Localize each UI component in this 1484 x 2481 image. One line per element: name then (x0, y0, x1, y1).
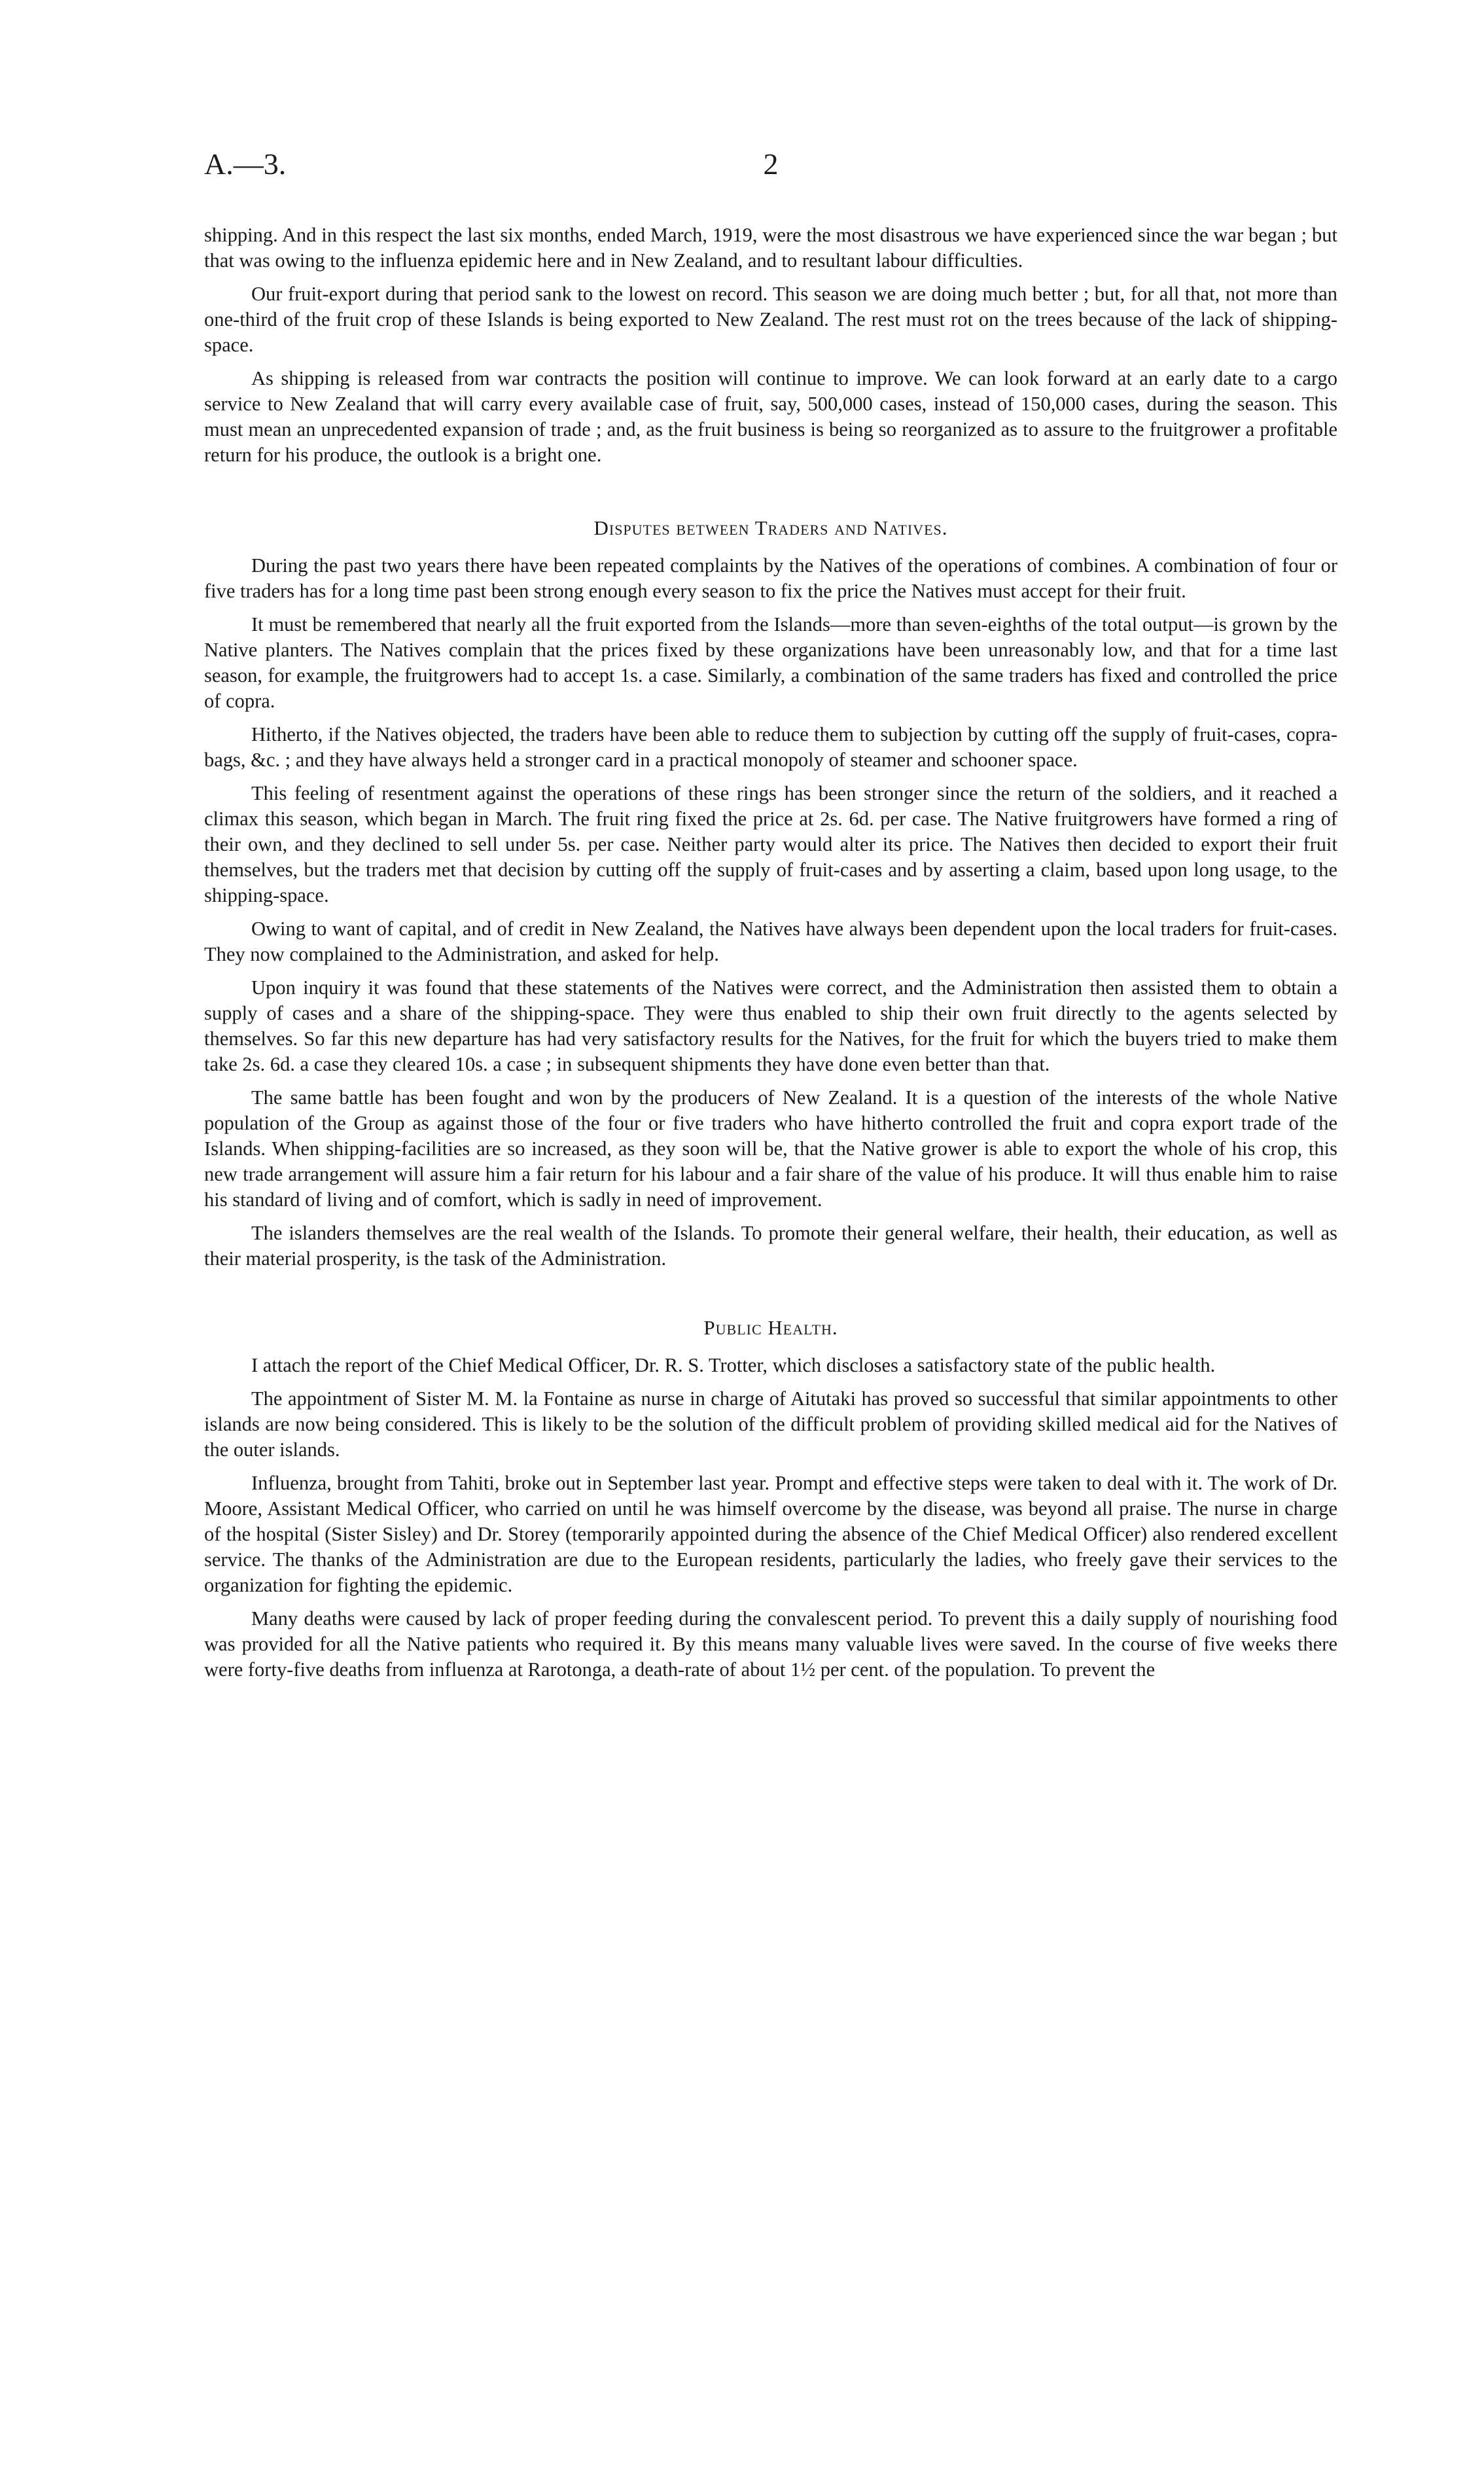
paragraph-intro-3: As shipping is released from war contracts the position will continue to improve. We can look forward at an early date to a cargo service to New Zealand that will carry every available case of fruit, say, 500,000 cases, instead of 150,000 cases, during the season. This must mean an unprecedented expansion of trade ; and, as the fruit business is being so reorganized as to assure to the fruitgrower a profitable return for his produce, the outlook is a bright one. (204, 367, 1337, 466)
paragraph-disputes-2: It must be remembered that nearly all the fruit exported from the Islands—more than seven-eighths of the total output—is grown by the Native planters. The Natives complain that the prices fixed by these organizations have been unreasonably low, and that for a time last season, for example, the fruitgrowers had to accept 1s. a case. Similarly, a combination of the same traders has fixed and controlled the price of copra. (204, 613, 1337, 712)
section-spacer (204, 1279, 1337, 1315)
heading-spacer (204, 1341, 1337, 1353)
paragraph-intro-2: Our fruit-export during that period sank to the lowest on record. This season we are doing much better ; but, for all that, not more than one-third of the fruit crop of these Islands is being exported to New Zealand. The rest must rot on the trees because of the lack of shipping-space. (204, 283, 1337, 356)
page-header (204, 147, 1337, 192)
paragraph-health-4: Many deaths were caused by lack of proper feeding during the convalescent period. To prevent this a daily supply of nourishing food was provided for all the Native patients who required it. By this means many valuable lives were saved. In the course of five weeks there were forty-five deaths from influenza at Rarotonga, a death-rate of about 1½ per cent. of the population. To prevent the (204, 1607, 1337, 1681)
section-heading-disputes: Disputes between Traders and Natives. (593, 516, 948, 539)
section-spacer (204, 476, 1337, 515)
page-number: 2 (763, 147, 779, 181)
paragraph-disputes-7: The same battle has been fought and won by the producers of New Zealand. It is a question of the interests of the whole Native population of the Group as against those of the four or five traders who have hitherto controlled the fruit and copra export trade of the Islands. When shipping-facilities are so increased, as they soon will be, that the Native grower is able to export the whole of his crop, this new trade arrangement will assure him a fair return for his labour and a fair share of the value of his produce. It will thus enable him to raise his standard of living and of comfort, which is sadly in need of improvement. (204, 1086, 1337, 1211)
document-body (204, 223, 1337, 1690)
paragraph-intro-1: shipping. And in this respect the last six months, ended March, 1919, were the most disastrous we have experienced since the war began ; but that was owing to the influenza epidemic here and in New Zealand, and to resultant labour difficulties. (204, 224, 1337, 272)
heading-spacer (204, 541, 1337, 553)
paragraph-disputes-8: The islanders themselves are the real wealth of the Islands. To promote their general welfare, their health, their education, as well as their material prosperity, is the task of the Administration. (204, 1222, 1337, 1270)
paragraph-health-1: I attach the report of the Chief Medical Officer, Dr. R. S. Trotter, which discloses a satisfactory state of the public health. (251, 1354, 1216, 1376)
paragraph-disputes-6: Upon inquiry it was found that these statements of the Natives were correct, and the Administration then assisted them to obtain a supply of cases and a share of the shipping-space. They were thus enabled to ship their own fruit directly to the agents selected by themselves. So far this new departure has had very satisfactory results for the Natives, for the fruit for which the buyers tried to make them take 2s. 6d. a case they cleared 10s. a case ; in subsequent shipments they have done even better than that. (204, 976, 1337, 1075)
paragraph-disputes-3: Hitherto, if the Natives objected, the traders have been able to reduce them to subjection by cutting off the supply of fruit-cases, copra-bags, &c. ; and they have always held a stronger card in a practical monopoly of steamer and schooner space. (204, 723, 1337, 771)
paragraph-disputes-4: This feeling of resentment against the operations of these rings has been stronger since the return of the soldiers, and it reached a climax this season, which began in March. The fruit ring fixed the price at 2s. 6d. per case. The Native fruitgrowers have formed a ring of their own, and they declined to sell under 5s. per case. Neither party would alter its price. The Natives then decided to export their fruit themselves, but the traders met that decision by cutting off the supply of fruit-cases and by asserting a claim, based upon long usage, to the shipping-space. (204, 782, 1337, 906)
paragraph-health-3: Influenza, brought from Tahiti, broke out in September last year. Prompt and effective steps were taken to deal with it. The work of Dr. Moore, Assistant Medical Officer, who carried on until he was himself overcome by the disease, was beyond all praise. The nurse in charge of the hospital (Sister Sisley) and Dr. Storey (temporarily appointed during the absence of the Chief Medical Officer) also rendered excellent service. The thanks of the Administration are due to the European residents, particularly the ladies, who freely gave their services to the organization for fighting the epidemic. (204, 1472, 1337, 1596)
paragraph-disputes-5: Owing to want of capital, and of credit in New Zealand, the Natives have always been dependent upon the local traders for fruit-cases. They now complained to the Administration, and asked for help. (204, 918, 1337, 965)
paragraph-disputes-1: During the past two years there have been repeated complaints by the Natives of the operations of combines. A combination of four or five traders has for a long time past been strong enough every season to fix the price the Natives must accept for their fruit. (204, 554, 1337, 602)
section-heading-public-health: Public Health. (703, 1316, 838, 1339)
document-reference: A.—3. (204, 147, 287, 181)
paragraph-health-2: The appointment of Sister M. M. la Fontaine as nurse in charge of Aitutaki has proved so successful that similar appointments to other islands are now being considered. This is likely to be the solution of the difficult problem of providing skilled medical aid for the Natives of the outer islands. (204, 1387, 1337, 1461)
